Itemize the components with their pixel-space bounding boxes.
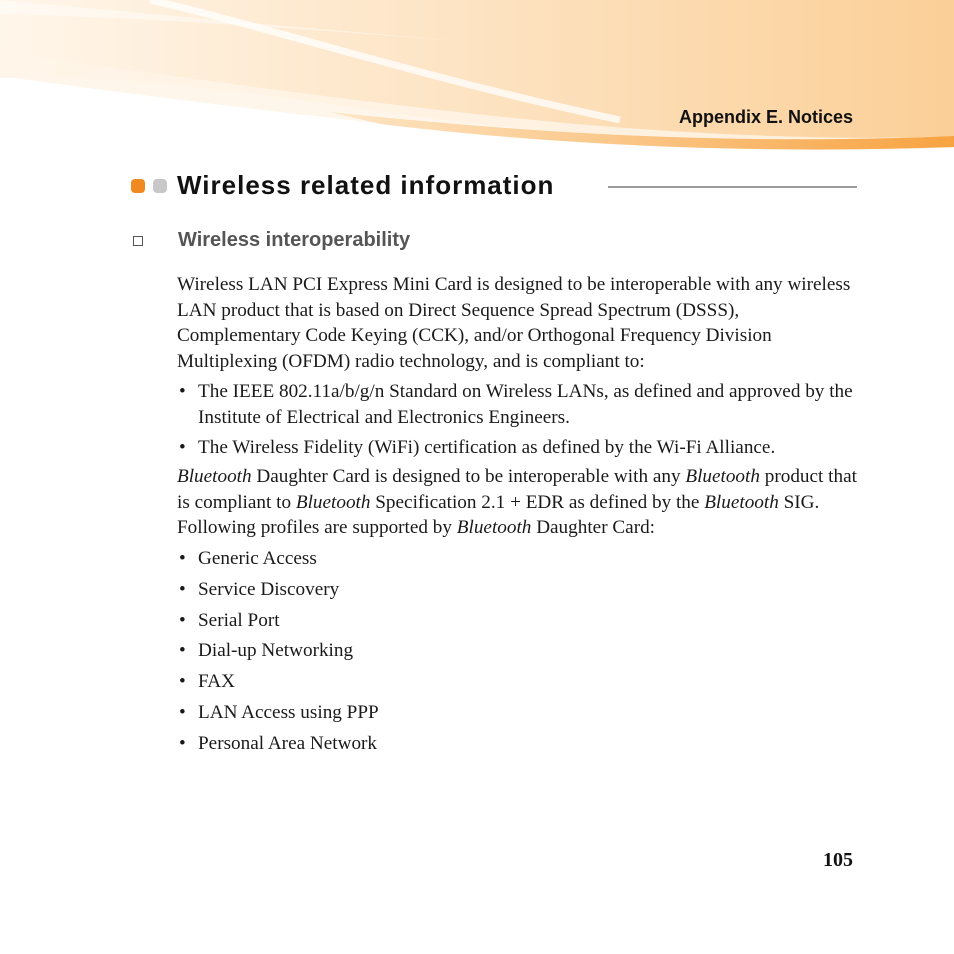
list-item: • Dial-up Networking xyxy=(177,638,867,664)
page-number: 105 xyxy=(823,849,853,871)
section-title: Wireless related information xyxy=(177,170,555,200)
header-banner xyxy=(0,0,954,160)
running-header: Appendix E. Notices xyxy=(678,107,853,127)
bluetooth-term: Bluetooth xyxy=(704,491,779,513)
list-item: • The Wireless Fidelity (WiFi) certification as defined by the Wi-Fi Alliance. xyxy=(177,435,867,461)
bluetooth-term: Bluetooth xyxy=(456,517,532,539)
square-bullet-icon xyxy=(133,236,143,246)
list-item: • The IEEE 802.11a/b/g/n Standard on Wireless LANs, as defined and approved by the Institute of Electrical and Electronics Engineers. xyxy=(177,379,867,430)
list-item: • Serial Port xyxy=(177,608,867,634)
bluetooth-term: Bluetooth xyxy=(295,491,371,513)
list-item: • Generic Access xyxy=(177,546,867,572)
list-item: • FAX xyxy=(177,669,867,695)
list-item: • LAN Access using PPP xyxy=(177,700,867,726)
profiles-list xyxy=(177,546,867,756)
list-item: • Service Discovery xyxy=(177,577,867,603)
compliance-list xyxy=(177,379,867,460)
orange-square-icon xyxy=(131,179,145,193)
list-item: • Personal Area Network xyxy=(177,731,867,757)
subheading-text: Wireless interoperability xyxy=(178,229,411,251)
gray-square-icon xyxy=(153,179,167,193)
title-divider xyxy=(608,186,857,188)
bluetooth-paragraph: Bluetooth Daughter Card is designed to be interoperable with any Bluetooth product that is compliant to Bluetooth Specification 2.1 + EDR as defined by the Bluetooth SIG. Following profiles are supported by Bluetooth Daughter Card: xyxy=(177,466,857,539)
section-heading xyxy=(131,170,857,204)
bluetooth-term: Bluetooth xyxy=(685,466,760,488)
intro-paragraph: Wireless LAN PCI Express Mini Card is designed to be interoperable with any wireless LAN product that is based on Direct Sequence Spread Spectrum (DSSS), Complementary Code Keying (CCK), and/or Orthogonal Frequency Division Multiplexing (OFDM) radio technology, and is compliant to: xyxy=(177,274,851,372)
body-text xyxy=(177,272,867,761)
bluetooth-term: Bluetooth xyxy=(177,466,252,488)
